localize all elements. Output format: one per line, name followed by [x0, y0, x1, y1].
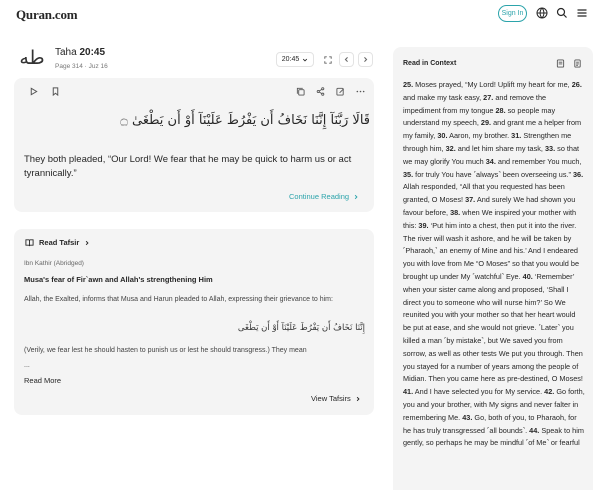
context-verse-number[interactable]: 28.	[495, 105, 506, 115]
view-tafsirs-link[interactable]	[311, 394, 361, 403]
next-verse-button[interactable]	[358, 52, 373, 67]
context-verse-number[interactable]: 31.	[511, 131, 522, 141]
tafsir-arabic-quote: إِنَّنَا نَخَافُ أَن يَفْرُطَ عَلَيْنَآ أَوْ أَن يَطْغَى	[237, 323, 365, 333]
context-verse-text: Allah responded, “All that you requested has been granted, O Moses!	[403, 182, 565, 205]
surah-title	[55, 47, 105, 58]
context-verse-number[interactable]: 42.	[544, 387, 555, 397]
bookmark-icon[interactable]	[50, 86, 61, 97]
context-verse-text: for truly You have ˹always˺ been overseeing us.”	[413, 169, 573, 179]
context-verse-number[interactable]: 33.	[544, 143, 556, 153]
copy-icon[interactable]	[295, 86, 306, 97]
context-verse-text: when We inspired your mother with this:	[403, 207, 577, 230]
site-logo[interactable]: Quran.com	[16, 7, 78, 22]
book-icon	[25, 238, 34, 247]
context-verse-text: and make my task easy,	[403, 92, 484, 102]
reading-mode-icon[interactable]	[555, 58, 566, 69]
verse-actions-left	[28, 86, 61, 97]
chevron-right-icon	[355, 396, 361, 402]
read-tafsir-label: Read Tafsir	[39, 238, 80, 247]
read-tafsir-link[interactable]	[25, 238, 90, 247]
copy-text-icon[interactable]	[572, 58, 583, 69]
globe-icon[interactable]	[535, 6, 549, 20]
context-verse-number[interactable]: 35.	[403, 169, 414, 179]
menu-icon[interactable]	[575, 6, 589, 20]
expand-icon[interactable]	[320, 52, 335, 67]
context-verse-number[interactable]: 41.	[403, 387, 414, 397]
context-verse-number[interactable]: 37.	[465, 195, 476, 205]
context-verse-number[interactable]: 30.	[437, 131, 448, 141]
tafsir-body: Allah, the Exalted, informs that Musa and Harun pleaded to Allah, expressing their grievance to him:	[24, 296, 333, 303]
context-verse-number[interactable]: 44.	[529, 425, 540, 435]
context-verse-text: and remove the impediment from my tongue	[403, 92, 547, 115]
context-verse-text: so that we may glorify You much	[403, 143, 580, 166]
context-verse-number[interactable]: 34.	[485, 156, 496, 166]
verse-actions-right	[295, 86, 366, 97]
context-verse-text: and let him share my task,	[455, 143, 545, 153]
tafsir-card	[14, 229, 374, 415]
context-actions	[555, 58, 583, 69]
more-options-icon[interactable]	[355, 86, 366, 97]
tafsir-source: Ibn Kathir (Abridged)	[24, 260, 84, 267]
context-verse-text: And surely We had shown you favour before,	[403, 195, 576, 217]
context-verse-text: Aaron, my brother.	[447, 131, 512, 141]
verse-arabic-text: قَالَا رَبَّنَآ إِنَّنَا نَخَافُ أَن يَفْرُطَ عَلَيْنَآ أَوْ أَن يَطْغَىٰ ۝	[120, 113, 370, 128]
context-verse-text: Go forth, you and your brother, with My signs and never falter in remembering Me.	[403, 387, 585, 422]
share-icon[interactable]	[315, 86, 326, 97]
previous-verse-button[interactable]	[339, 52, 354, 67]
tafsir-body-continued: (Verily, we fear lest he should hasten to punish us or lest he should transgress.) They mean	[24, 347, 307, 354]
view-tafsirs-label: View Tafsirs	[311, 394, 351, 403]
surah-name-glyph: طه	[19, 47, 45, 69]
chevron-down-icon	[302, 57, 308, 63]
context-verse-number[interactable]: 26.	[571, 80, 582, 89]
chevron-right-icon	[84, 240, 90, 246]
continue-reading-label: Continue Reading	[289, 192, 350, 201]
context-verse-text: ‘Remember’ when your sister came along and proposed, ‘Shall I direct you to someone who will nurse him?’ So We reunited you with your mother so that her heart would be put at ease, and she would not grieve. ˹Later˺ you killed a man ˹by mistake˺, but We saved you from sorrow, as well as other tests We put you through. Then you stayed for a number of years among the people of Midian. Then you came here as pre-destined, O Moses!	[403, 271, 583, 384]
context-verse-number[interactable]: 29.	[480, 118, 492, 128]
context-verse-number[interactable]: 43.	[462, 412, 473, 422]
context-verse-number[interactable]: 39.	[418, 220, 429, 230]
play-icon[interactable]	[28, 86, 39, 97]
edit-note-icon[interactable]	[335, 86, 346, 97]
context-verse-number[interactable]: 40.	[522, 271, 533, 281]
verse-key: 20:45	[79, 47, 106, 58]
tafsir-title: Musa's fear of Fir`awn and Allah's strengthening Him	[24, 275, 213, 284]
context-verse-text: And I have selected you for My service.	[413, 387, 545, 397]
verse-translation: They both pleaded, “Our Lord! We fear that he may be quick to harm us or act tyrannically.”	[24, 154, 352, 179]
context-verse-number[interactable]: 38.	[450, 207, 461, 217]
context-verse-text: Strengthen me through him,	[403, 131, 572, 153]
context-verse-text: so people may understand my speech,	[403, 105, 556, 128]
chevron-right-icon	[353, 194, 359, 200]
context-verse-text: and grant me a helper from my family,	[403, 118, 582, 141]
page-juz-info: Page 314 · Juz 16	[55, 63, 108, 70]
context-verse-text: ‘Put him into a chest, then put it into the river. The river will wash it ashore, and he will be taken by ˹Pharaoh,˺ an enemy of Mine and his.’ And I endeared you with love from Me “O Moses” so that you would be brought up under My ˹watchful˺ Eye.	[403, 220, 580, 281]
context-verse-number[interactable]: 36.	[572, 169, 584, 179]
context-verse-number[interactable]: 27.	[483, 92, 494, 102]
context-verse-text: Go, both of you, to Pharaoh, for he has truly transgressed ˹all bounds˺.	[403, 412, 577, 435]
verse-selector[interactable]	[276, 52, 314, 67]
continue-reading-link[interactable]	[289, 192, 359, 201]
read-more-link[interactable]: Read More	[24, 376, 62, 385]
context-verse-number[interactable]: 25.	[403, 80, 414, 89]
context-verse-text: and remember You much,	[495, 156, 582, 166]
surah-name: Taha	[55, 47, 77, 58]
verse-selector-value: 20:45	[281, 56, 300, 63]
context-verses	[403, 79, 585, 450]
tafsir-ellipsis: ...	[24, 362, 30, 369]
search-icon[interactable]	[555, 6, 569, 20]
context-title: Read in Context	[403, 60, 457, 67]
context-verse-text: Moses prayed, “My Lord! Uplift my heart for me,	[413, 80, 572, 89]
context-verse-number[interactable]: 32.	[445, 143, 456, 153]
context-verse-text: Speak to him gently, so perhaps he may be mindful ˹of Me˺ or fearful	[403, 425, 584, 448]
sign-in-button[interactable]: Sign In	[498, 5, 527, 22]
